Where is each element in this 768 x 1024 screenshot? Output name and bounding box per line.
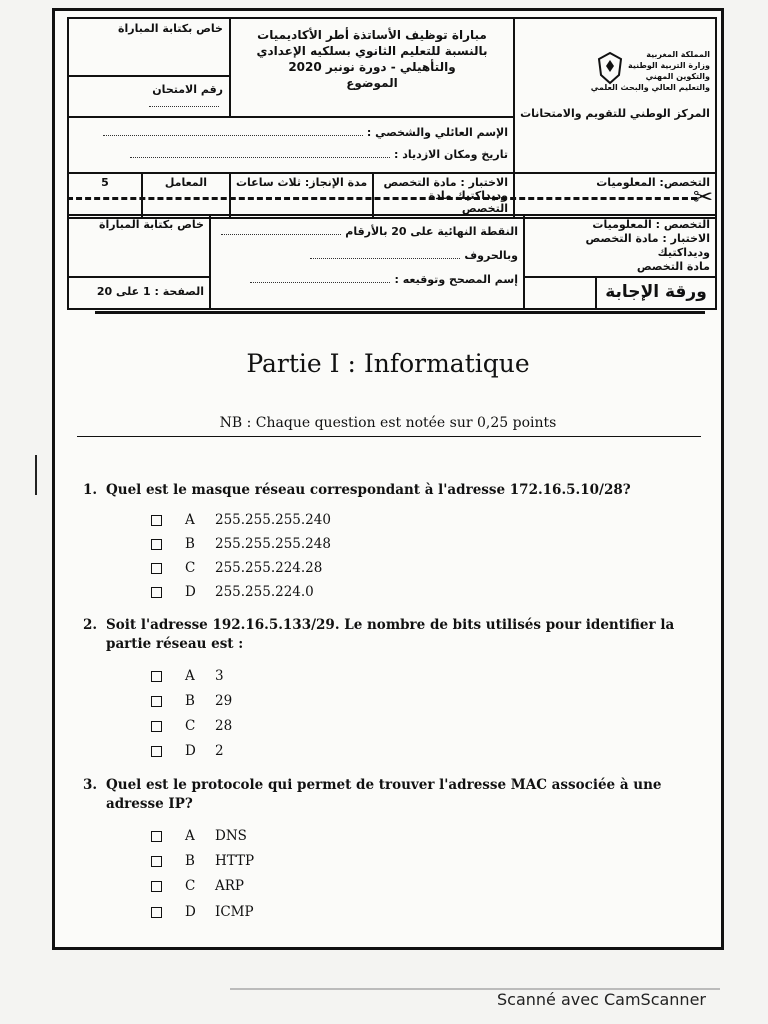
checkbox[interactable] <box>151 856 162 867</box>
scissors-icon: ✂ <box>693 183 714 211</box>
corrector-field[interactable] <box>250 272 390 283</box>
option-value: 255.255.255.240 <box>215 512 331 528</box>
option-letter: C <box>185 878 196 894</box>
specialty-cell: التخصص: المعلوميات <box>514 173 716 218</box>
exam-title-line: الموضوع <box>346 76 398 90</box>
option-letter: B <box>185 536 195 552</box>
exam-sheet <box>52 8 724 950</box>
question-text: Quel est le masque réseau correspondant à l'adresse 172.16.5.10/28? <box>106 482 631 498</box>
birth-field[interactable] <box>130 147 390 158</box>
duration-value: ثلاث ساعات <box>236 176 302 189</box>
option-letter: A <box>185 828 195 844</box>
question-1 <box>83 481 703 500</box>
name-label: الإسم العائلي والشخصي : <box>366 126 508 139</box>
option-letter: D <box>185 904 196 920</box>
option-value: DNS <box>215 828 247 844</box>
question-number: 1. <box>83 482 98 498</box>
checkbox[interactable] <box>151 746 162 757</box>
option-letter: B <box>185 693 195 709</box>
exam-number-label: رقم الامتحان <box>152 83 223 96</box>
corrector-label: إسم المصحح وتوقيعه : <box>394 273 518 286</box>
question-text: Soit l'adresse 192.16.5.133/29. Le nombre de bits utilisés pour identifier la partie réseau est : <box>106 617 675 652</box>
scan-margin-mark <box>35 455 37 495</box>
nb-rule <box>77 436 701 437</box>
letters-field[interactable] <box>310 248 460 259</box>
q3-option-d[interactable] <box>151 904 551 922</box>
option-letter: A <box>185 512 195 528</box>
option-letter: D <box>185 743 196 759</box>
nb-note: NB : Chaque question est notée sur 0,25 points <box>219 415 557 431</box>
option-value: 29 <box>215 693 233 709</box>
option-value: 255.255.224.0 <box>215 584 314 600</box>
ministry-line: المملكة المغربية <box>646 50 710 59</box>
answer-title-empty-cell <box>525 278 595 308</box>
answer-test-line: مادة التخصص <box>636 260 710 273</box>
option-letter: B <box>185 853 195 869</box>
answer-reserved-label: خاص بكتابة المباراة <box>68 215 210 277</box>
q2-option-d[interactable] <box>151 743 551 761</box>
answer-test-line: الاختبار : مادة التخصص وديداكتيك <box>585 232 710 259</box>
test-cell: الاختبار : مادة التخصص وديداكتيك مادة التخصص <box>373 173 514 218</box>
coat-of-arms-logo <box>595 51 625 85</box>
q3-option-a[interactable] <box>151 828 551 846</box>
q1-option-d[interactable] <box>151 584 551 602</box>
q1-option-c[interactable] <box>151 560 551 578</box>
exam-title-line: والتأهيلي - دورة نونبر 2020 <box>288 60 456 74</box>
reserved-label: خاص بكتابة المباراة <box>69 19 229 77</box>
ministry-line: والتكوين المهني <box>645 72 710 81</box>
option-letter: C <box>185 560 196 576</box>
option-letter: C <box>185 718 196 734</box>
checkbox[interactable] <box>151 721 162 732</box>
checkbox[interactable] <box>151 671 162 682</box>
option-value: 2 <box>215 743 224 759</box>
final-grade-field[interactable] <box>221 224 341 235</box>
candidate-block <box>68 117 514 173</box>
option-value: HTTP <box>215 853 255 869</box>
q1-option-b[interactable] <box>151 536 551 554</box>
birth-label: تاريخ ومكان الازدياد : <box>394 148 508 161</box>
checkbox[interactable] <box>151 907 162 918</box>
exam-title-line: بالنسبة للتعليم الثانوي بسلكيه الإعدادي <box>256 44 488 58</box>
question-text: Quel est le protocole qui permet de trouver l'adresse MAC associée à une adresse IP? <box>106 777 662 812</box>
exam-header-table <box>67 17 717 219</box>
question-2 <box>83 616 703 654</box>
question-number: 2. <box>83 617 98 633</box>
q2-option-b[interactable] <box>151 693 551 711</box>
cut-line <box>67 197 697 200</box>
q2-option-c[interactable] <box>151 718 551 736</box>
q1-option-a[interactable] <box>151 512 551 530</box>
answer-specialty-block <box>524 215 716 277</box>
option-letter: A <box>185 668 195 684</box>
checkbox[interactable] <box>151 831 162 842</box>
checkbox[interactable] <box>151 587 162 598</box>
answer-title-block <box>524 277 716 309</box>
option-value: ICMP <box>215 904 254 920</box>
answer-sheet-title <box>595 278 715 308</box>
question-3 <box>83 776 703 814</box>
question-number: 3. <box>83 777 98 793</box>
part-title: Partie I : Informatique <box>246 349 530 378</box>
ministry-block <box>514 18 716 173</box>
name-field[interactable] <box>103 125 363 136</box>
final-grade-label: النقطة النهائية على 20 بالأرقام <box>345 225 518 238</box>
checkbox[interactable] <box>151 539 162 550</box>
q3-option-c[interactable] <box>151 878 551 896</box>
q2-option-a[interactable] <box>151 668 551 686</box>
option-value: 255.255.224.28 <box>215 560 323 576</box>
duration-label: مدة الإنجاز: <box>304 176 368 189</box>
camscanner-watermark: Scanné avec CamScanner <box>497 990 706 1009</box>
grade-block <box>210 215 524 309</box>
answer-specialty: التخصص : المعلوميات <box>592 218 710 231</box>
letters-label: وبالحروف <box>464 249 518 262</box>
exam-number-row <box>69 77 229 116</box>
duration-cell <box>230 173 373 218</box>
coef-label: المعامل <box>142 173 230 218</box>
page-label: الصفحة : 1 على 20 <box>68 277 210 309</box>
q3-option-b[interactable] <box>151 853 551 871</box>
option-value: ARP <box>215 878 244 894</box>
checkbox[interactable] <box>151 696 162 707</box>
option-value: 255.255.255.248 <box>215 536 331 552</box>
answer-header-table <box>67 214 717 310</box>
checkbox[interactable] <box>151 881 162 892</box>
section-divider <box>95 311 705 314</box>
checkbox[interactable] <box>151 563 162 574</box>
answer-sheet-title-text: ورقة الإجابة <box>605 282 707 302</box>
center-name: المركز الوطني للتقويم والامتحانات <box>520 107 710 120</box>
ministry-line: والتعليم العالي والبحث العلمي <box>590 83 710 92</box>
checkbox[interactable] <box>151 515 162 526</box>
option-value: 3 <box>215 668 224 684</box>
exam-title-line: مباراة توظيف الأساتذة أطر الأكاديميات <box>257 28 487 42</box>
option-value: 28 <box>215 718 233 734</box>
reserved-block <box>68 18 230 117</box>
exam-number-field[interactable] <box>149 96 219 107</box>
exam-title-block <box>230 18 514 117</box>
option-letter: D <box>185 584 196 600</box>
coef-value: 5 <box>68 173 142 218</box>
ministry-line: وزارة التربية الوطنية <box>627 61 710 70</box>
